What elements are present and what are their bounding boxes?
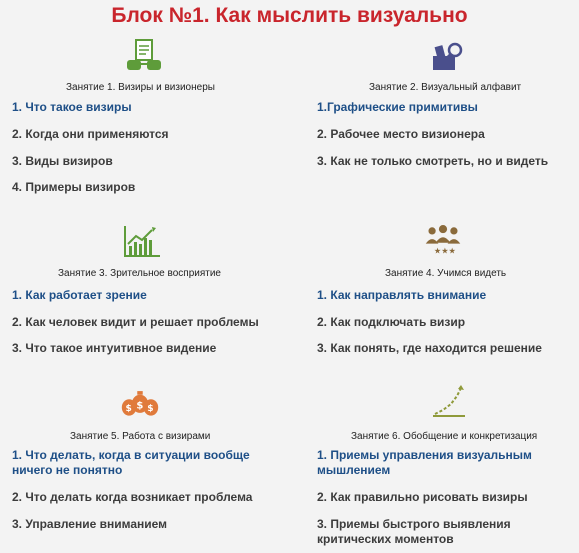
- lesson-item[interactable]: 1. Приемы управления визуальным мышлением: [317, 448, 532, 477]
- lesson-item[interactable]: 1. Как направлять внимание: [317, 288, 487, 302]
- lesson-item[interactable]: 2. Когда они применяются: [12, 127, 169, 141]
- money-bags-icon: [120, 384, 160, 420]
- lesson-item[interactable]: 1. Что такое визиры: [12, 100, 132, 114]
- lesson-item[interactable]: 2. Как человек видит и решает проблемы: [12, 315, 259, 329]
- lesson-title: Занятие 5. Работа с визирами: [70, 431, 211, 442]
- lesson-item[interactable]: 1.Графические примитивы: [317, 100, 478, 114]
- svg-text:★★★: ★★★: [433, 245, 456, 256]
- svg-text:$: $: [125, 404, 132, 415]
- lesson-item[interactable]: 1. Что делать, когда в ситуации вообще ничего не понятно: [12, 448, 250, 477]
- lesson-item[interactable]: 3. Как понять, где находится решение: [317, 341, 542, 355]
- page-title: Блок №1. Как мыслить визуально: [111, 4, 468, 27]
- lesson-item[interactable]: 2. Рабочее место визионера: [317, 127, 485, 141]
- lesson-item[interactable]: 4. Примеры визиров: [12, 180, 136, 194]
- lesson-title: Занятие 6. Обобщение и конкретизация: [351, 431, 538, 442]
- growth-path-icon: [429, 384, 469, 420]
- lesson-title: Занятие 3. Зрительное восприятие: [58, 268, 221, 279]
- lesson-item[interactable]: 3. Как не только смотреть, но и видеть: [317, 154, 549, 168]
- lesson-title: Занятие 1. Визиры и визионеры: [66, 82, 215, 93]
- lesson-item[interactable]: 3. Виды визиров: [12, 154, 113, 168]
- lesson-item[interactable]: 1. Как работает зрение: [12, 288, 147, 302]
- glasses-document-icon: [124, 38, 164, 74]
- lesson-item[interactable]: 2. Что делать когда возникает проблема: [12, 490, 253, 504]
- lesson-item[interactable]: 2. Как подключать визир: [317, 315, 466, 329]
- lesson-item[interactable]: 2. Как правильно рисовать визиры: [317, 490, 528, 504]
- lesson-item[interactable]: 3. Приемы быстрого выявления критических моментов: [317, 517, 511, 546]
- growth-chart-icon: [122, 224, 162, 260]
- team-stars-icon: [423, 222, 463, 258]
- lesson-item[interactable]: 3. Управление вниманием: [12, 517, 168, 531]
- lesson-item[interactable]: 3. Что такое интуитивное видение: [12, 341, 217, 355]
- books-magnifier-icon: [427, 38, 467, 74]
- lesson-title: Занятие 2. Визуальный алфавит: [369, 82, 522, 93]
- lesson-title: Занятие 4. Учимся видеть: [385, 268, 507, 279]
- svg-text:$: $: [136, 400, 144, 412]
- svg-text:$: $: [147, 404, 154, 415]
